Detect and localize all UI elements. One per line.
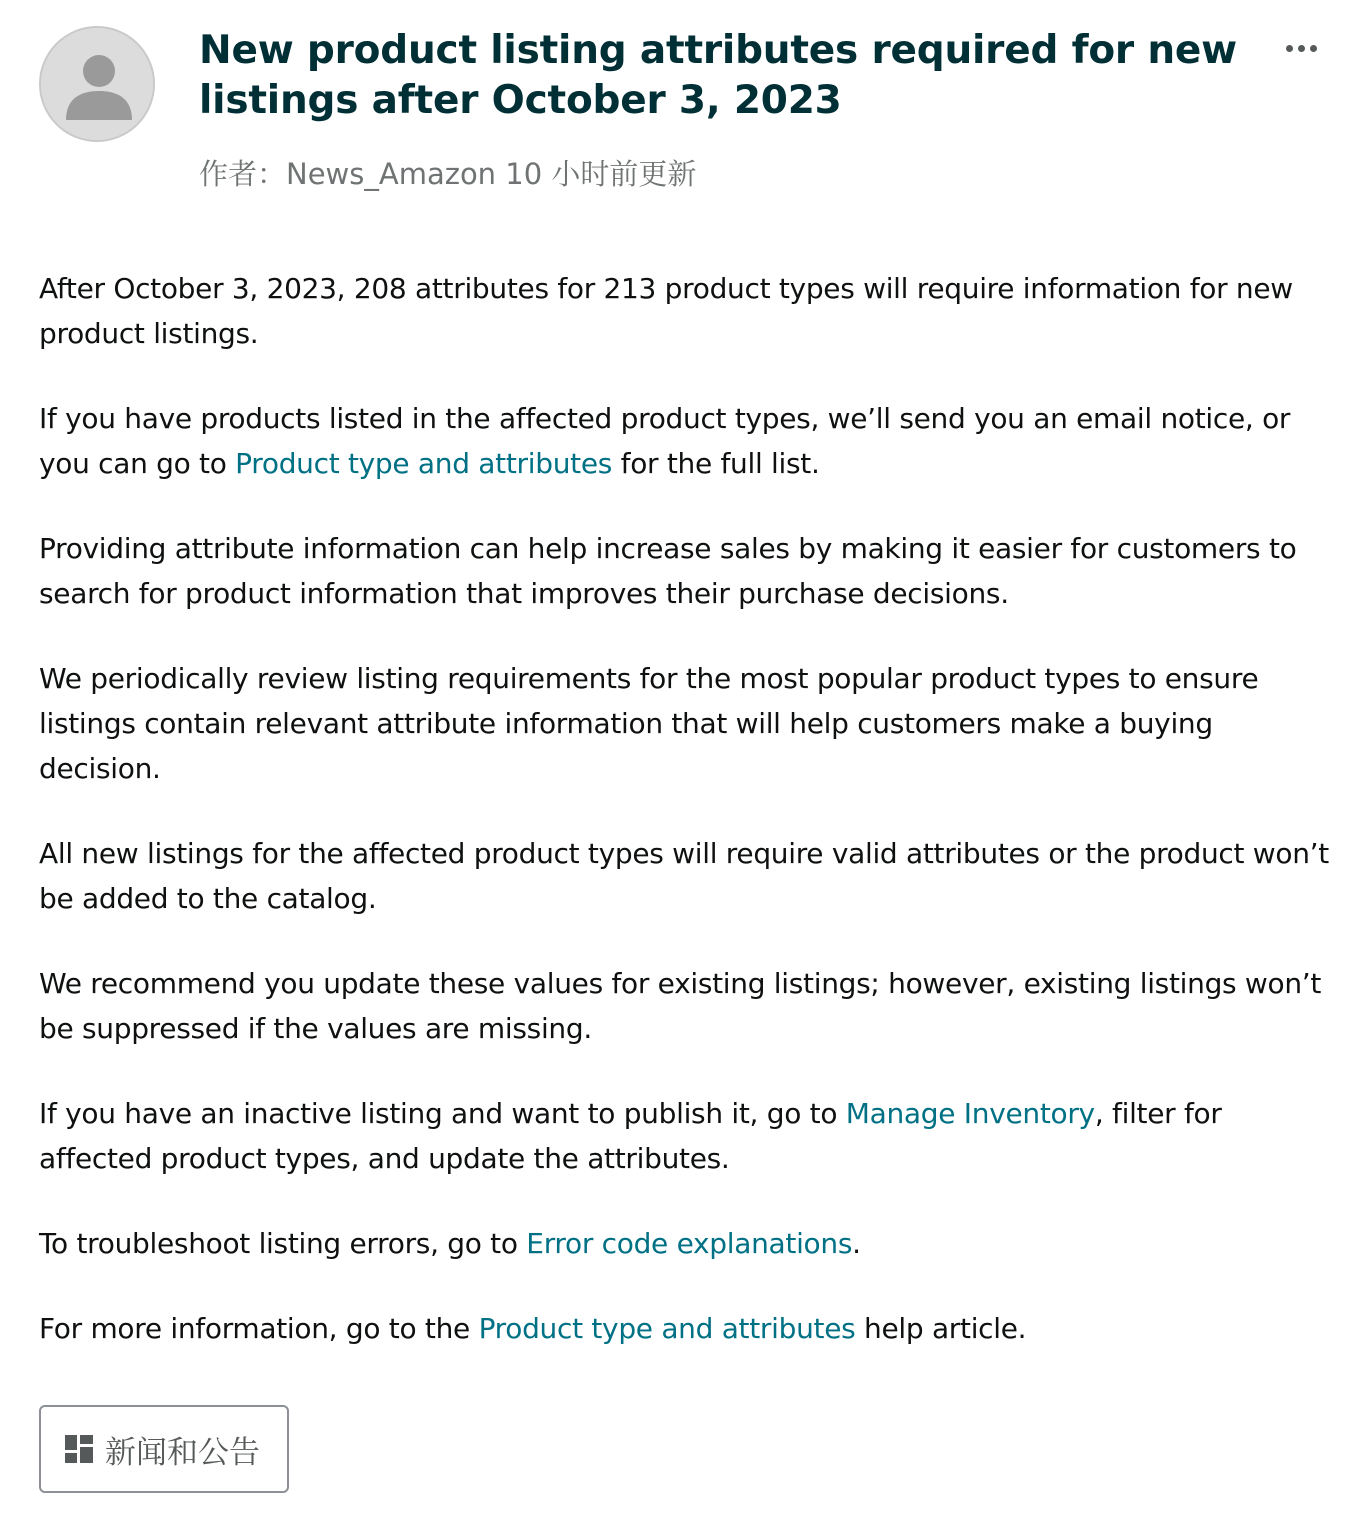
paragraph: We recommend you update these values for existing listings; however, existing listings won’t be suppressed if the values are missing. xyxy=(39,967,1322,1045)
tag-label: 新闻和公告 xyxy=(105,1434,260,1471)
paragraph-text: To troubleshoot listing errors, go to xyxy=(39,1227,527,1260)
user-silhouette-icon xyxy=(41,28,153,140)
paragraph xyxy=(39,1091,1334,1181)
paragraph xyxy=(39,1221,1334,1266)
product-type-attributes-help-link[interactable]: Product type and attributes xyxy=(478,1312,856,1345)
paragraph: After October 3, 2023, 208 attributes for 213 product types will require information for new product listings. xyxy=(39,272,1293,350)
paragraph: All new listings for the affected product types will require valid attributes or the product won’t be added to the catalog. xyxy=(39,837,1329,915)
paragraph xyxy=(39,1306,1334,1351)
paragraph-text: , filter for affected product types, and update the attributes. xyxy=(39,1097,1222,1175)
post-meta: 作者：News_Amazon 10 小时前更新 xyxy=(199,157,697,191)
paragraph-text: If you have products listed in the affected product types, we’ll send you an email notice, or you can go to xyxy=(39,402,1291,480)
dashboard-grid-icon xyxy=(65,1435,93,1463)
news-announcements-tag-button[interactable] xyxy=(39,1405,289,1493)
ellipsis-icon xyxy=(1298,45,1305,52)
post-body xyxy=(39,266,1334,1391)
paragraph xyxy=(39,396,1334,486)
more-options-button[interactable] xyxy=(1279,34,1323,62)
paragraph-text: help article. xyxy=(855,1312,1027,1345)
paragraph-text: for the full list. xyxy=(612,447,820,480)
error-code-explanations-link[interactable]: Error code explanations xyxy=(526,1227,853,1260)
manage-inventory-link[interactable]: Manage Inventory xyxy=(845,1097,1095,1130)
paragraph-text: If you have an inactive listing and want to publish it, go to xyxy=(39,1097,846,1130)
paragraph: Providing attribute information can help increase sales by making it easier for customers to search for product information that improves their purchase decisions. xyxy=(39,532,1297,610)
post-title: New product listing attributes required for new listings after October 3, 2023 xyxy=(199,28,1237,123)
paragraph-text: For more information, go to the xyxy=(39,1312,479,1345)
author-avatar xyxy=(39,26,155,142)
paragraph-text: . xyxy=(852,1227,861,1260)
product-type-attributes-link[interactable]: Product type and attributes xyxy=(235,447,613,480)
ellipsis-icon xyxy=(1310,45,1317,52)
ellipsis-icon xyxy=(1286,45,1293,52)
paragraph: We periodically review listing requirements for the most popular product types to ensure listings contain relevant attribute information that will help customers make a buying decision. xyxy=(39,662,1259,785)
